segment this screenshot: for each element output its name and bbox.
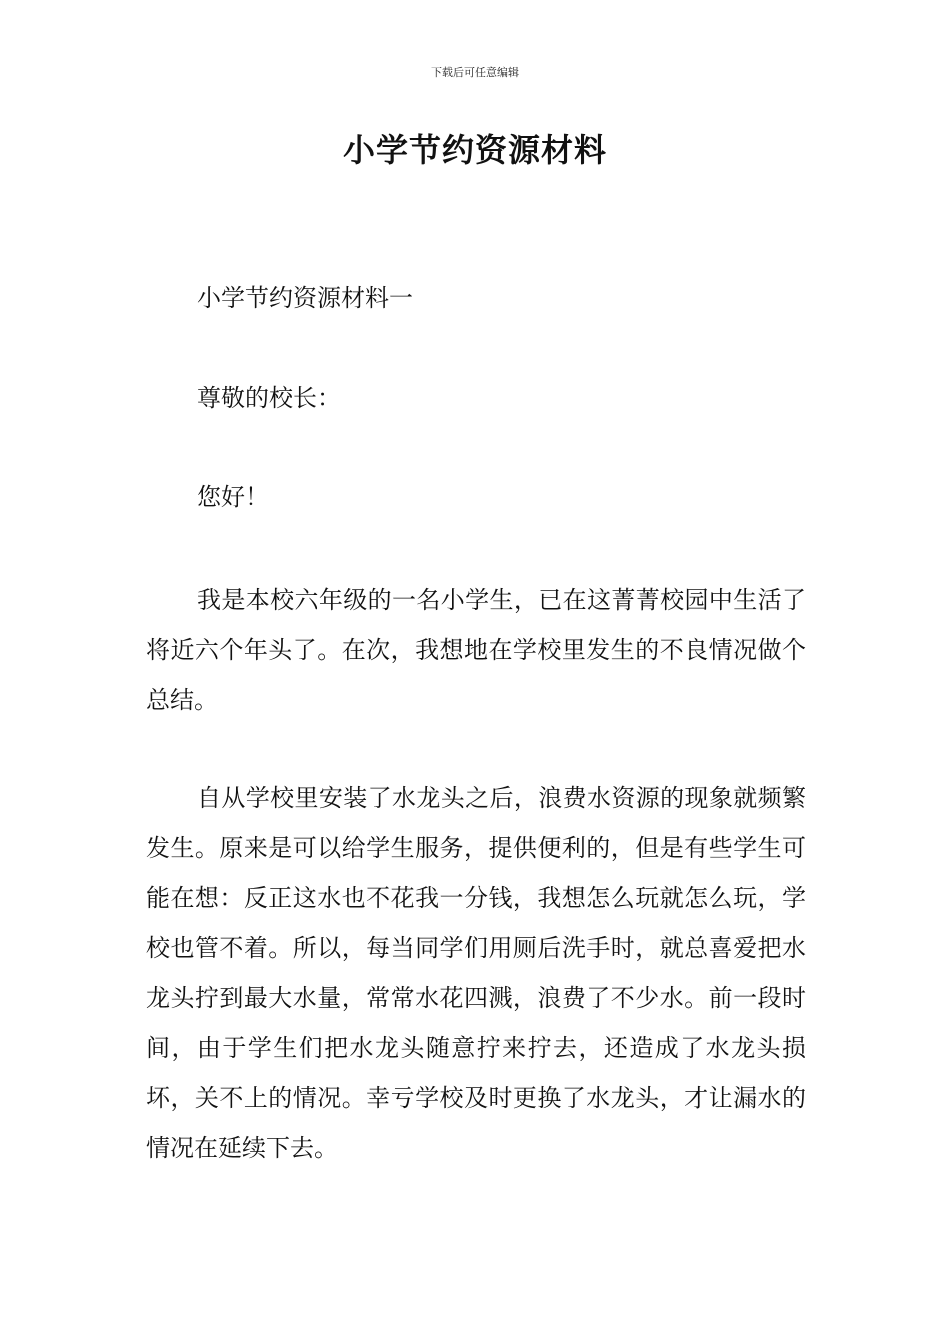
paragraph-greeting: 您好！ [197,483,269,511]
header-note: 下载后可任意编辑 [431,66,519,79]
paragraph-intro: 我是本校六年级的一名小学生，已在这菁菁校园中生活了将近六个年头了。在次，我想地在学校里发生的不良情况做个总结。 [146,586,806,714]
paragraph-body: 自从学校里安装了水龙头之后，浪费水资源的现象就频繁发生。原来是可以给学生服务，提供便利的，但是有些学生可能在想：反正这水也不花我一分钱，我想怎么玩就怎么玩，学校也管不着。所以，每当同学们用厕后洗手时，就总喜爱把水龙头拧到最大水量，常常水花四溅，浪费了不少水。前一段时间，由于学生们把水龙头随意拧来拧去，还造成了水龙头损坏，关不上的情况。幸亏学校及时更换了水龙头，才让漏水的情况在延续下去。 [146,784,806,1162]
paragraph-subtitle: 小学节约资源材料一 [197,284,413,312]
document-title: 小学节约资源材料 [342,131,607,169]
paragraph-salutation: 尊敬的校长： [197,384,341,412]
